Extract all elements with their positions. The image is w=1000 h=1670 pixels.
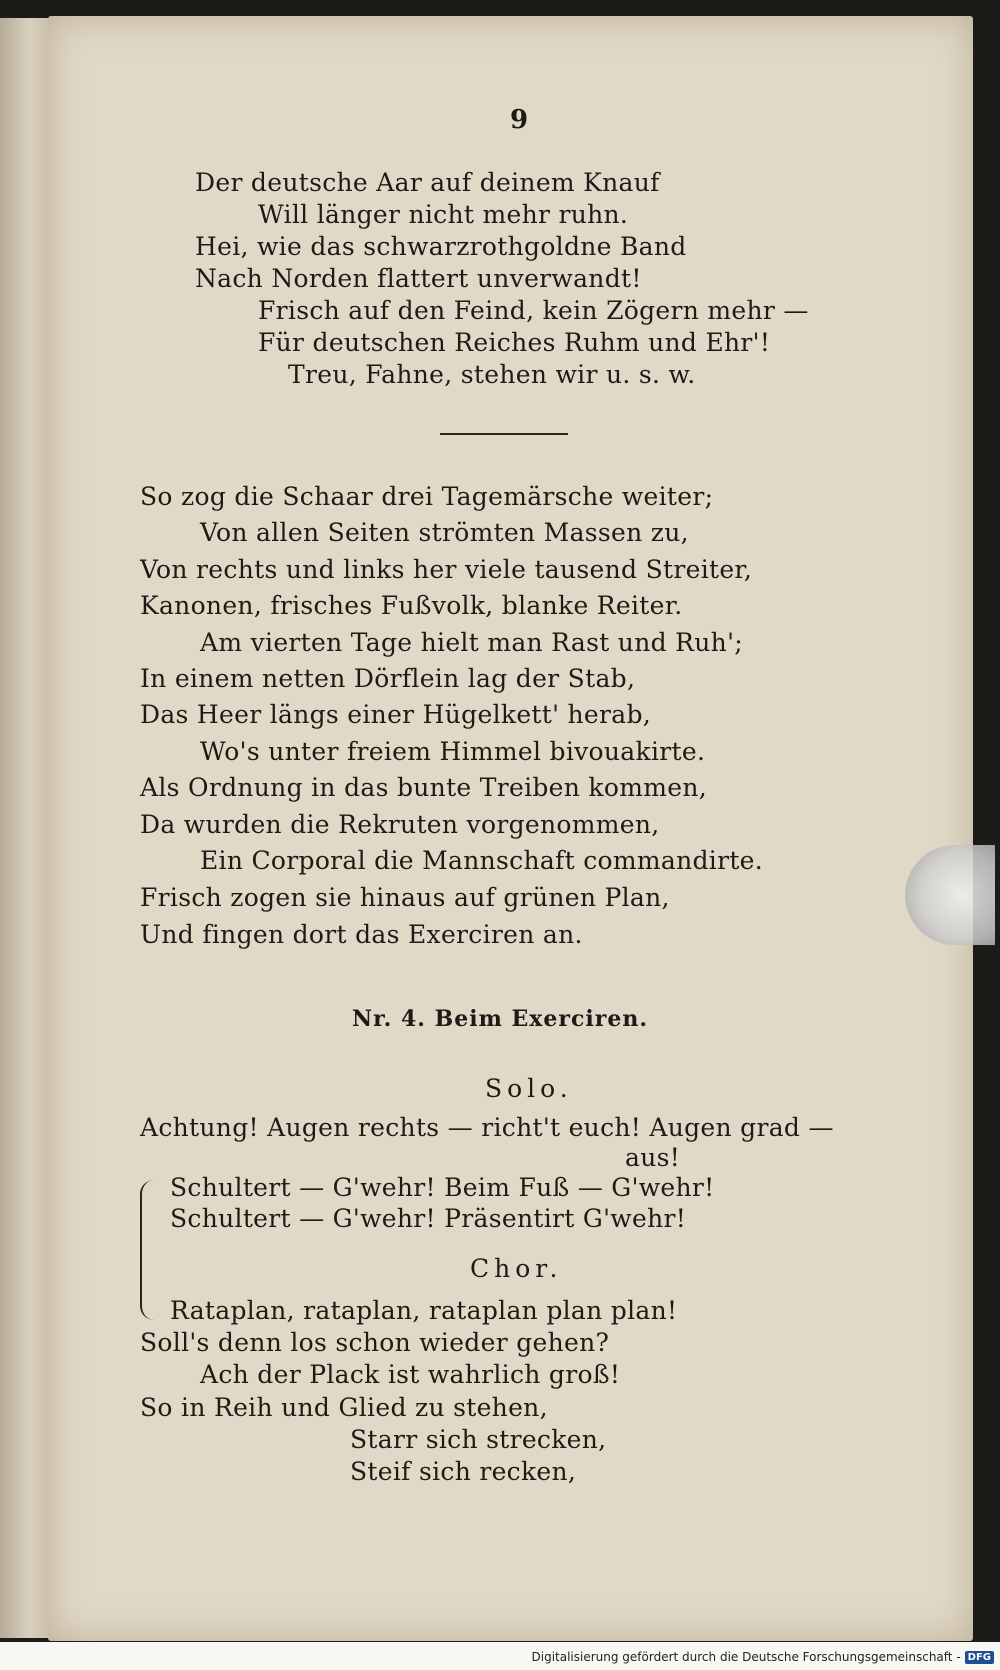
page-tab-marker — [905, 845, 995, 945]
narrative-line-8: Wo's unter freiem Himmel bivouakirte. — [200, 737, 706, 766]
narrative-line-5: Am vierten Tage hielt man Rast und Ruh'; — [200, 628, 743, 657]
narrative-line-2: Von allen Seiten strömten Massen zu, — [200, 518, 689, 547]
narrative-line-1: So zog die Schaar drei Tagemärsche weiter; — [140, 482, 714, 511]
stanza1-line-2: Will länger nicht mehr ruhn. — [258, 200, 629, 229]
narrative-line-9: Als Ordnung in das bunte Treiben kommen, — [140, 773, 707, 802]
narrative-line-7: Das Heer längs einer Hügelkett' herab, — [140, 700, 652, 729]
page-number: 9 — [510, 105, 529, 135]
stanza1-line-1: Der deutsche Aar auf deinem Knauf — [195, 168, 660, 197]
chor-line-5: Starr sich strecken, — [350, 1425, 607, 1454]
digitization-footer — [532, 1650, 995, 1664]
stanza1-line-6: Für deutschen Reiches Ruhm und Ehr'! — [258, 328, 771, 357]
stanza1-line-4: Nach Norden flattert unverwandt! — [195, 264, 642, 293]
section-heading: Nr. 4. Beim Exerciren. — [352, 1006, 648, 1032]
solo-line-3: Schultert — G'wehr! Präsentirt G'wehr! — [170, 1204, 687, 1233]
narrative-line-11: Ein Corporal die Mannschaft commandirte. — [200, 846, 764, 875]
footer-text: Digitalisierung gefördert durch die Deutsche Forschungsgemeinschaft - — [531, 1650, 961, 1664]
chor-line-4: So in Reih und Glied zu stehen, — [140, 1393, 548, 1422]
dfg-logo: DFG — [965, 1651, 994, 1664]
narrative-line-13: Und fingen dort das Exerciren an. — [140, 920, 583, 949]
chor-line-1: Rataplan, rataplan, rataplan plan plan! — [170, 1296, 678, 1325]
narrative-line-6: In einem netten Dörflein lag der Stab, — [140, 664, 636, 693]
chor-label: Chor. — [470, 1254, 563, 1283]
solo-line-1: Achtung! Augen rechts — richt't euch! Augen grad — — [140, 1113, 834, 1142]
facing-page-edge — [0, 18, 50, 1638]
bracket-brace — [140, 1180, 164, 1320]
stanza1-line-7: Treu, Fahne, stehen wir u. s. w. — [288, 360, 696, 389]
chor-line-6: Steif sich recken, — [350, 1457, 577, 1486]
stanza1-line-3: Hei, wie das schwarzrothgoldne Band — [195, 232, 687, 261]
narrative-line-3: Von rechts und links her viele tausend Streiter, — [140, 555, 753, 584]
narrative-line-4: Kanonen, frisches Fußvolk, blanke Reiter. — [140, 591, 683, 620]
solo-label: Solo. — [485, 1074, 573, 1103]
chor-line-3: Ach der Plack ist wahrlich groß! — [200, 1360, 621, 1389]
narrative-line-12: Frisch zogen sie hinaus auf grünen Plan, — [140, 883, 670, 912]
solo-line-1-cont: aus! — [625, 1143, 681, 1172]
narrative-line-10: Da wurden die Rekruten vorgenommen, — [140, 810, 660, 839]
stanza1-line-5: Frisch auf den Feind, kein Zögern mehr — — [258, 296, 809, 325]
solo-line-2: Schultert — G'wehr! Beim Fuß — G'wehr! — [170, 1173, 715, 1202]
chor-line-2: Soll's denn los schon wieder gehen? — [140, 1328, 610, 1357]
section-divider — [440, 433, 568, 435]
